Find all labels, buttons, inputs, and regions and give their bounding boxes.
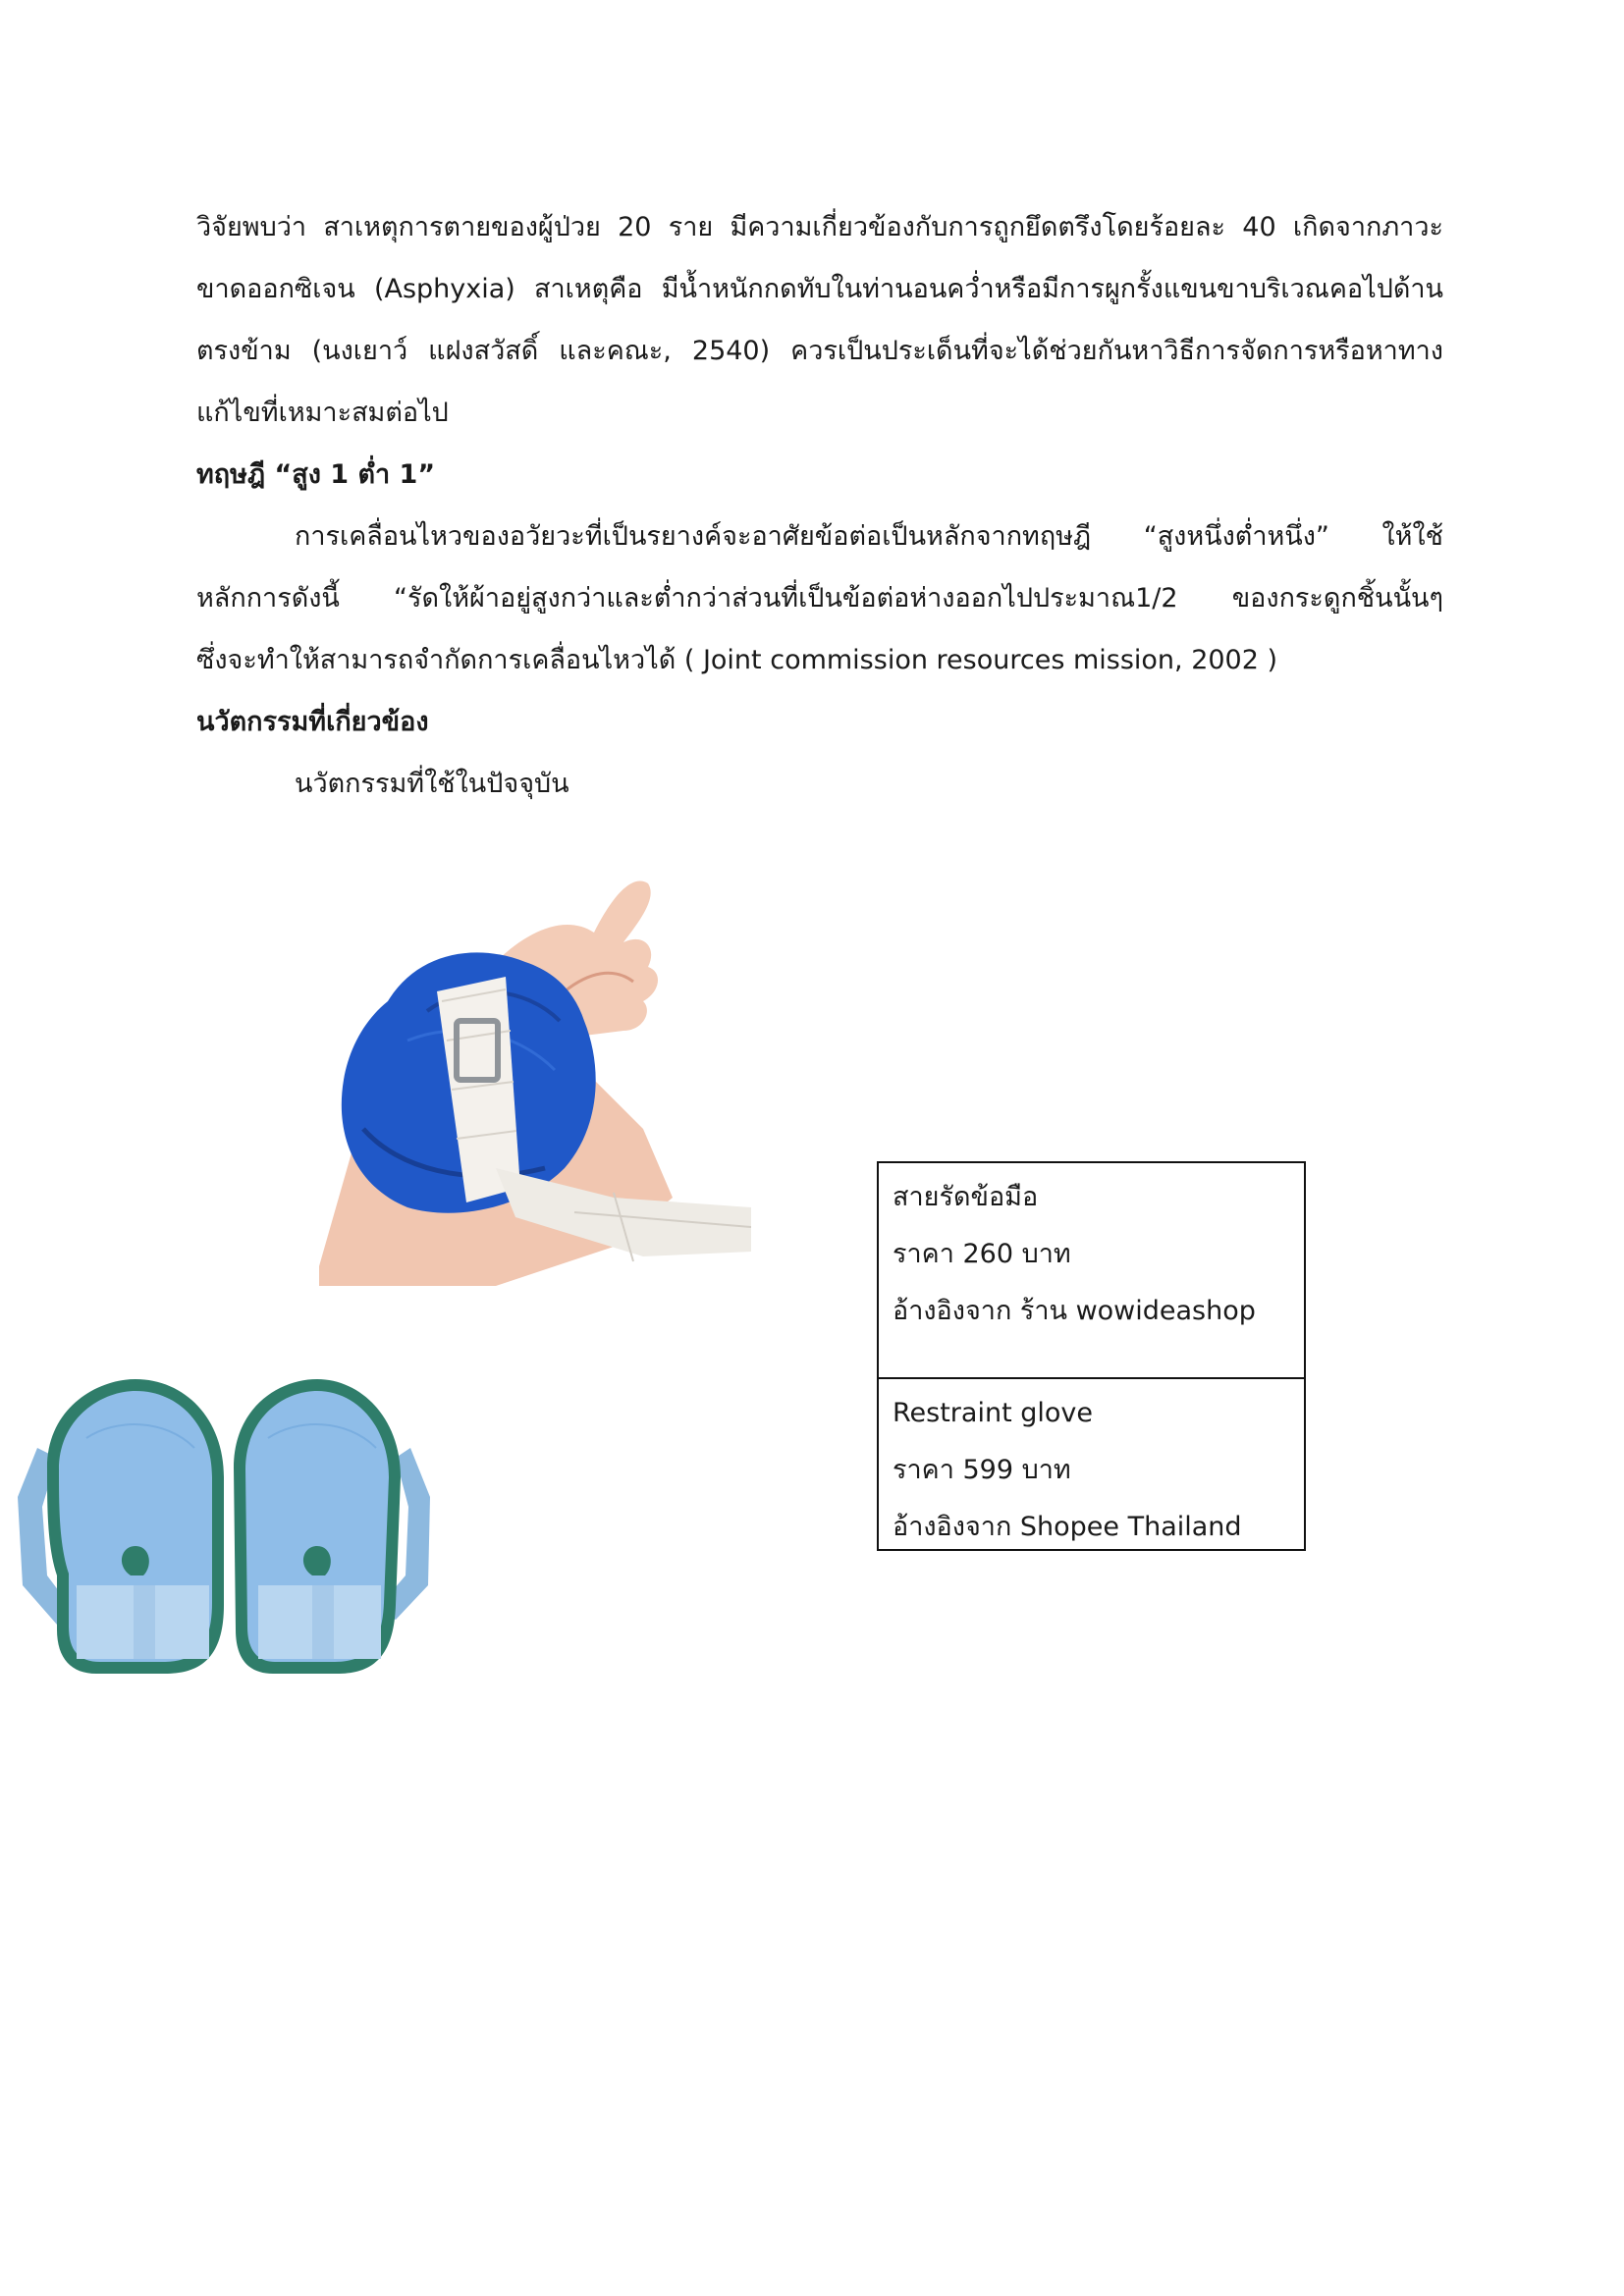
subheading-current: นวัตกรรมที่ใช้ในปัจจุบัน [295, 769, 569, 799]
paragraph-theory-line: ซึ่งจะทำให้สามารถจำกัดการเคลื่อนไหวได้ ( Joint commission resources mission, 2002 ) [196, 645, 1278, 675]
restraint-glove-image [18, 1379, 430, 1683]
heading-innovation: นวัตกรรมที่เกี่ยวข้อง [196, 707, 429, 737]
product-reference: อ้างอิงจาก Shopee Thailand [893, 1512, 1242, 1542]
heading-theory: ทฤษฎี “สูง 1 ต่ำ 1” [196, 459, 436, 490]
product-cell-restraint-glove [879, 1379, 1304, 1549]
paragraph-intro-line: วิจัยพบว่า สาเหตุการตายของผู้ป่วย 20 ราย มีความเกี่ยวข้องกับการถูกยึดตรึงโดยร้อยละ 40 เกิดจากภาวะ [196, 212, 1443, 242]
paragraph-theory-line: การเคลื่อนไหวของอวัยวะที่เป็นรยางค์จะอาศัยข้อต่อเป็นหลักจากทฤษฎี “สูงหนึ่งต่ำหนึ่ง” ให้ใช้ [295, 521, 1443, 552]
product-reference: อ้างอิงจาก ร้าน wowideashop [893, 1296, 1256, 1326]
product-name: สายรัดข้อมือ [893, 1182, 1039, 1212]
product-cell-wrist-strap [879, 1163, 1304, 1379]
paragraph-theory-line: หลักการดังนี้ “รัดให้ผ้าอยู่สูงกว่าและต่ำกว่าส่วนที่เป็นข้อต่อห่างออกไปประมาณ1/2 ของกระดูกชิ้นนั้นๆ [196, 583, 1443, 614]
paragraph-intro-line: ขาดออกซิเจน (Asphyxia) สาเหตุคือ มีน้ำหนักกดทับในท่านอนคว่ำหรือมีการผูกรั้งแขนขาบริเวณคอไปด้าน [196, 274, 1443, 304]
product-name: Restraint glove [893, 1398, 1093, 1428]
product-table [877, 1161, 1306, 1551]
wrist-restraint-image [319, 874, 751, 1286]
product-price: ราคา 260 บาท [893, 1239, 1071, 1269]
body-text [196, 196, 1443, 815]
paragraph-intro-line: แก้ไขที่เหมาะสมต่อไป [196, 398, 449, 428]
paragraph-intro-line: ตรงข้าม (นงเยาว์ แฝงสวัสดิ์ และคณะ, 2540) ควรเป็นประเด็นที่จะได้ช่วยกันหาวิธีการจัดการหรือหาทาง [196, 336, 1443, 366]
product-price: ราคา 599 บาท [893, 1455, 1071, 1485]
